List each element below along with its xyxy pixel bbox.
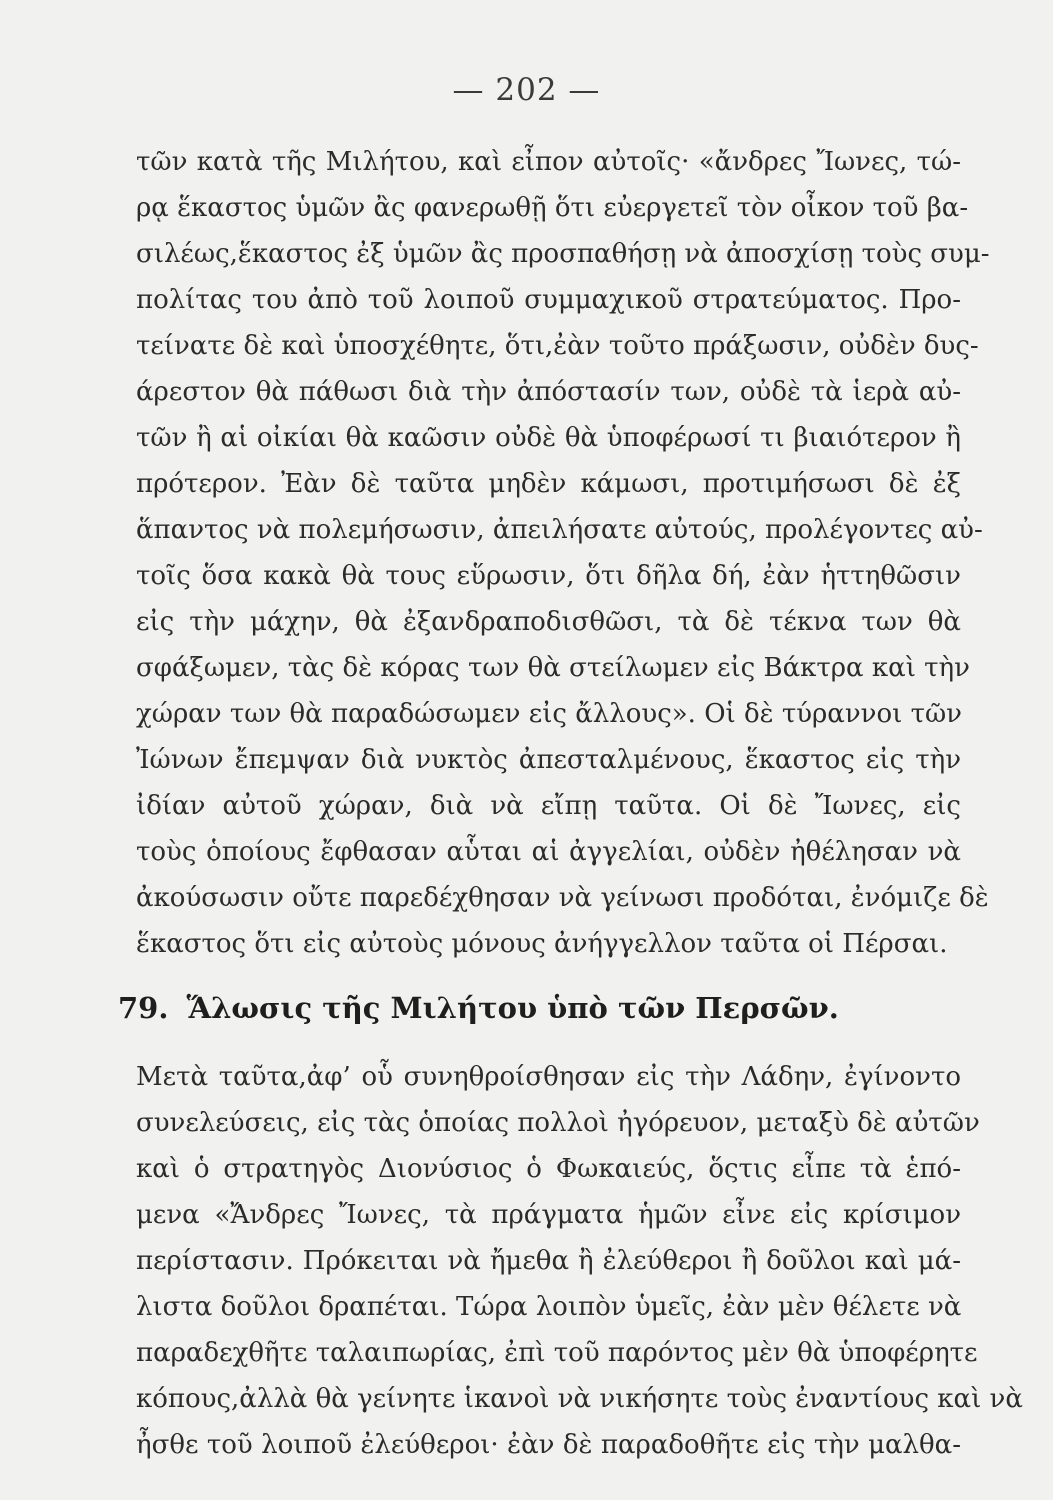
text-line: περίστασιν. Πρόκειται νὰ ἤμεθα ἢ ἐλεύθεροι ἢ δοῦλοι καὶ μά- <box>136 1246 961 1276</box>
text-line: ἕκαστος ὅτι εἰς αὐτοὺς μόνους ἀνήγγελλον ταῦτα οἱ Πέρσαι. <box>136 929 948 959</box>
section-heading <box>118 990 938 1026</box>
text-line: κόπους,ἀλλὰ θὰ γείνητε ἱκανοὶ νὰ νικήσητε τοὺς ἐναντίους καὶ νὰ <box>136 1384 1023 1414</box>
text-line: ἀκούσωσιν οὔτε παρεδέχθησαν νὰ γείνωσι προδόται, ἐνόμιζε δὲ <box>136 883 989 913</box>
text-line: τοῖς ὅσα κακὰ θὰ τους εὕρωσιν, ὅτι δῆλα δή, ἐὰν ἡττηθῶσιν <box>136 561 961 591</box>
text-line: τῶν ἢ αἱ οἰκίαι θὰ καῶσιν οὐδὲ θὰ ὑποφέρωσί τι βιαιότερον ἢ <box>136 423 961 453</box>
text-line: Μετὰ ταῦτα,ἀφ’ οὗ συνηθροίσθησαν εἰς τὴν Λάδην, ἐγίνοντο <box>136 1062 961 1092</box>
text-line: ἅπαντος νὰ πολεμήσωσιν, ἀπειλήσατε αὐτούς, προλέγοντες αὐ- <box>136 515 983 545</box>
section-number: 79. <box>118 991 169 1025</box>
text-line: σφάξωμεν, τὰς δὲ κόρας των θὰ στείλωμεν εἰς Βάκτρα καὶ τὴν <box>136 653 970 683</box>
text-line: λιστα δοῦλοι δραπέται. Τώρα λοιπὸν ὑμεῖς, ἐὰν μὲν θέλετε νὰ <box>136 1292 962 1322</box>
text-line: καὶ ὁ στρατηγὸς Διονύσιος ὁ Φωκαιεύς, ὅςτις εἶπε τὰ ἑπό- <box>136 1154 961 1184</box>
text-line: τοὺς ὁποίους ἔφθασαν αὗται αἱ ἀγγελίαι, οὐδὲν ἠθέλησαν νὰ <box>136 837 961 867</box>
text-line: σιλέως,ἕκαστος ἐξ ὑμῶν ἂς προσπαθήσῃ νὰ ἀποσχίσῃ τοὺς συμ- <box>136 239 990 269</box>
text-line: άρεστον θὰ πάθωσι διὰ τὴν ἀπόστασίν των, οὐδὲ τὰ ἱερὰ αὐ- <box>136 377 961 407</box>
text-line: χώραν των θὰ παραδώσωμεν εἰς ἄλλους». Οἱ δὲ τύραννοι τῶν <box>136 699 962 729</box>
text-line: πρότερον. Ἐὰν δὲ ταῦτα μηδὲν κάμωσι, προτιμήσωσι δὲ ἐξ <box>136 469 961 499</box>
text-line: ρᾳ ἕκαστος ὑμῶν ἂς φανερωθῇ ὅτι εὐεργετεῖ τὸν οἶκον τοῦ βα- <box>136 193 969 223</box>
text-line: ἦσθε τοῦ λοιποῦ ἐλεύθεροι· ἐὰν δὲ παραδοθῆτε εἰς τὴν μαλθα- <box>136 1430 961 1460</box>
page-number: — 202 — <box>452 72 601 108</box>
text-line: παραδεχθῆτε ταλαιπωρίας, ἐπὶ τοῦ παρόντος μὲν θὰ ὑποφέρητε <box>136 1338 978 1368</box>
text-line: τῶν κατὰ τῆς Μιλήτου, καὶ εἶπον αὐτοῖς· «ἄνδρες Ἴωνες, τώ- <box>136 147 961 177</box>
text-line: ἰδίαν αὐτοῦ χώραν, διὰ νὰ εἴπῃ ταῦτα. Οἱ δὲ Ἴωνες, εἰς <box>136 791 961 821</box>
text-line: συνελεύσεις, εἰς τὰς ὁποίας πολλοὶ ἠγόρευον, μεταξὺ δὲ αὐτῶν <box>136 1108 980 1138</box>
text-line: Ἰώνων ἔπεμψαν διὰ νυκτὸς ἀπεσταλμένους, ἕκαστος εἰς τὴν <box>136 745 961 775</box>
text-line: τείνατε δὲ καὶ ὑποσχέθητε, ὅτι,ἐὰν τοῦτο πράξωσιν, οὐδὲν δυς- <box>136 331 979 361</box>
text-line: εἰς τὴν μάχην, θὰ ἐξανδραποδισθῶσι, τὰ δὲ τέκνα των θὰ <box>136 607 961 637</box>
text-line: πολίτας του ἀπὸ τοῦ λοιποῦ συμμαχικοῦ στρατεύματος. Προ- <box>136 285 961 315</box>
section-title: Ἅλωσις τῆς Μιλήτου ὑπὸ τῶν Περσῶν. <box>186 991 839 1025</box>
text-line: μενα «Ἄνδρες Ἴωνες, τὰ πράγματα ἡμῶν εἶνε εἰς κρίσιμον <box>136 1200 961 1230</box>
